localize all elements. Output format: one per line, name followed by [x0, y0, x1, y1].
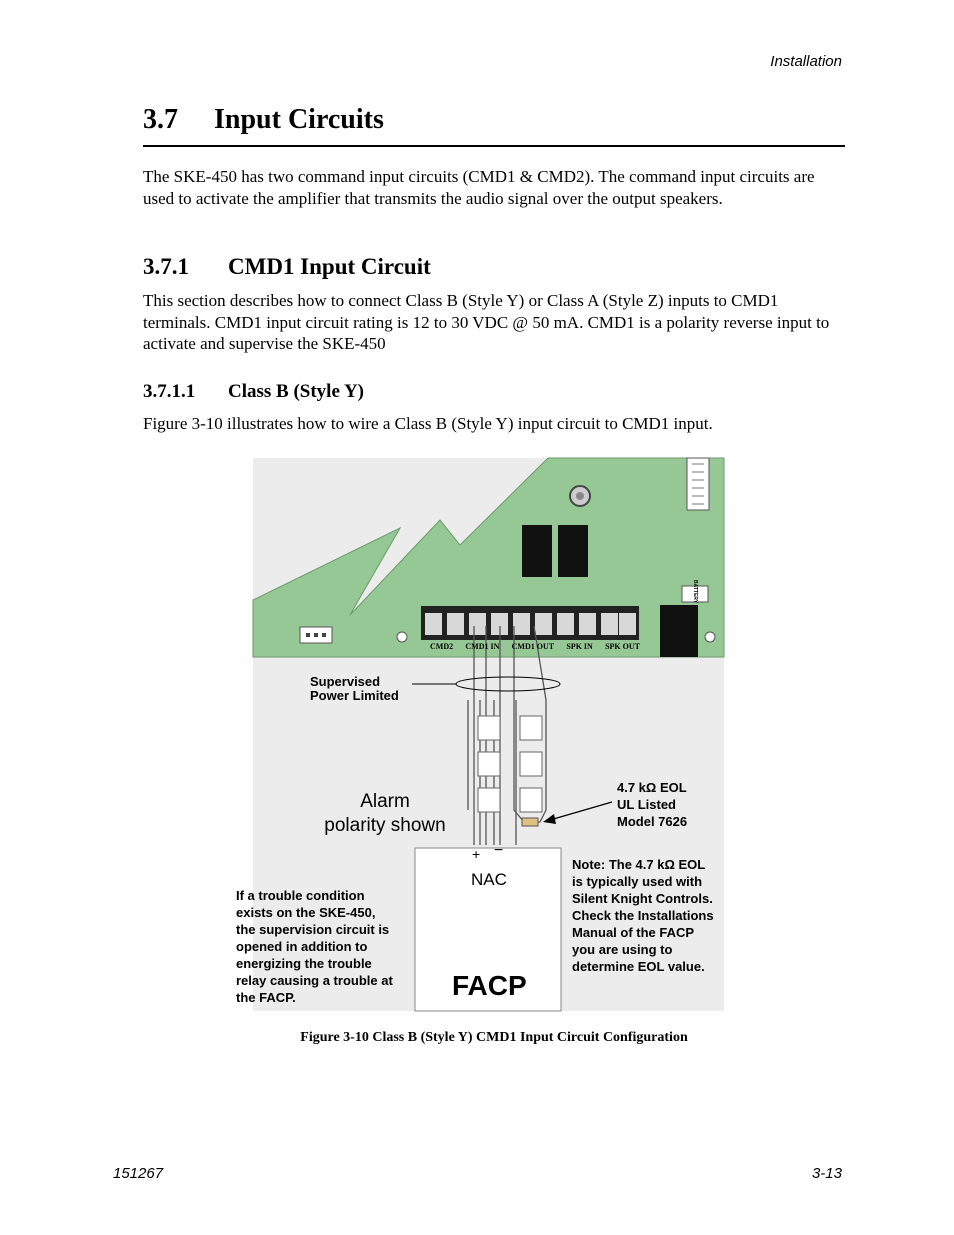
alarm-line: polarity shown: [324, 815, 446, 836]
note-line: Manual of the FACP: [572, 925, 695, 940]
supervised-line: Power Limited: [310, 688, 399, 703]
section-title: Input Circuits: [214, 104, 384, 135]
subsubsection-title: Class B (Style Y): [228, 381, 364, 402]
note-line: Silent Knight Controls.: [572, 891, 713, 906]
note-line: opened in addition to: [236, 939, 368, 954]
figure-caption: Figure 3-10 Class B (Style Y) CMD1 Input Circuit Configuration: [300, 1030, 688, 1045]
running-header: Installation: [770, 53, 842, 70]
note-line: you are using to: [572, 942, 673, 957]
facp-label: FACP: [452, 970, 527, 1001]
subsection-title: CMD1 Input Circuit: [228, 254, 431, 279]
note-line: is typically used with: [572, 874, 703, 889]
plus-sign: +: [472, 846, 481, 862]
note-line: the FACP.: [236, 990, 296, 1005]
eol-label: [617, 779, 687, 830]
subsection-paragraph: This section describes how to connect Class B (Style Y) or Class A (Style Z) inputs to CMD1 terminals. CMD1 input circuit rating is 12 to 30 VDC @ 50 mA. CMD1 is a polarity reverse input to activate and supervise the SKE-450: [143, 291, 830, 353]
nac-label: NAC: [471, 870, 507, 889]
battery-label: BATTERY: [692, 580, 698, 604]
note-line: determine EOL value.: [572, 959, 705, 974]
subsubsection-paragraph: Figure 3-10 illustrates how to wire a Class B (Style Y) input circuit to CMD1 input.: [143, 414, 713, 433]
note-line: the supervision circuit is: [236, 922, 390, 937]
eol-note: [572, 856, 714, 975]
terminal-label: SPK IN: [566, 642, 593, 651]
alarm-line: Alarm: [360, 791, 410, 812]
trouble-note: [236, 887, 393, 1006]
terminal-label: CMD1 OUT: [511, 642, 555, 651]
relay-2: [558, 525, 588, 577]
doc-number: 151267: [113, 1165, 164, 1182]
note-line: energizing the trouble: [236, 956, 372, 971]
note-line: Note: The 4.7 kΩ EOL: [572, 857, 706, 872]
note-line: If a trouble condition: [236, 888, 365, 903]
intro-paragraph: The SKE-450 has two command input circuits (CMD1 & CMD2). The command input circuits are used to activate the amplifier that transmits the audio signal over the output speakers.: [143, 167, 815, 208]
eol-resistor-icon: [522, 818, 538, 826]
subsubsection-number: 3.7.1.1: [143, 381, 196, 402]
terminal-label: CMD1 IN: [465, 642, 500, 651]
minus-sign: −: [494, 842, 504, 859]
subsection-number: 3.7.1: [143, 254, 189, 279]
supervised-label: [310, 675, 399, 703]
note-line: relay causing a trouble at: [236, 973, 393, 988]
top-connector: [687, 458, 709, 510]
mounting-hole-left: [397, 632, 407, 642]
eol-line: 4.7 kΩ EOL: [617, 780, 687, 795]
terminal-label: CMD2: [430, 642, 454, 651]
note-line: Check the Installations: [572, 908, 714, 923]
section-number: 3.7: [143, 104, 178, 135]
eol-line: Model 7626: [617, 814, 688, 829]
note-line: exists on the SKE-450,: [236, 905, 376, 920]
eol-line: UL Listed: [617, 797, 676, 812]
terminal-label-row: [430, 642, 640, 651]
page-number: 3-13: [811, 1165, 842, 1182]
supervised-line: Supervised: [310, 674, 381, 689]
terminal-label: SPK OUT: [605, 642, 640, 651]
alarm-label: [310, 790, 460, 838]
mounting-hole-right: [705, 632, 715, 642]
transformer-block: [660, 605, 698, 657]
relay-1: [522, 525, 552, 577]
